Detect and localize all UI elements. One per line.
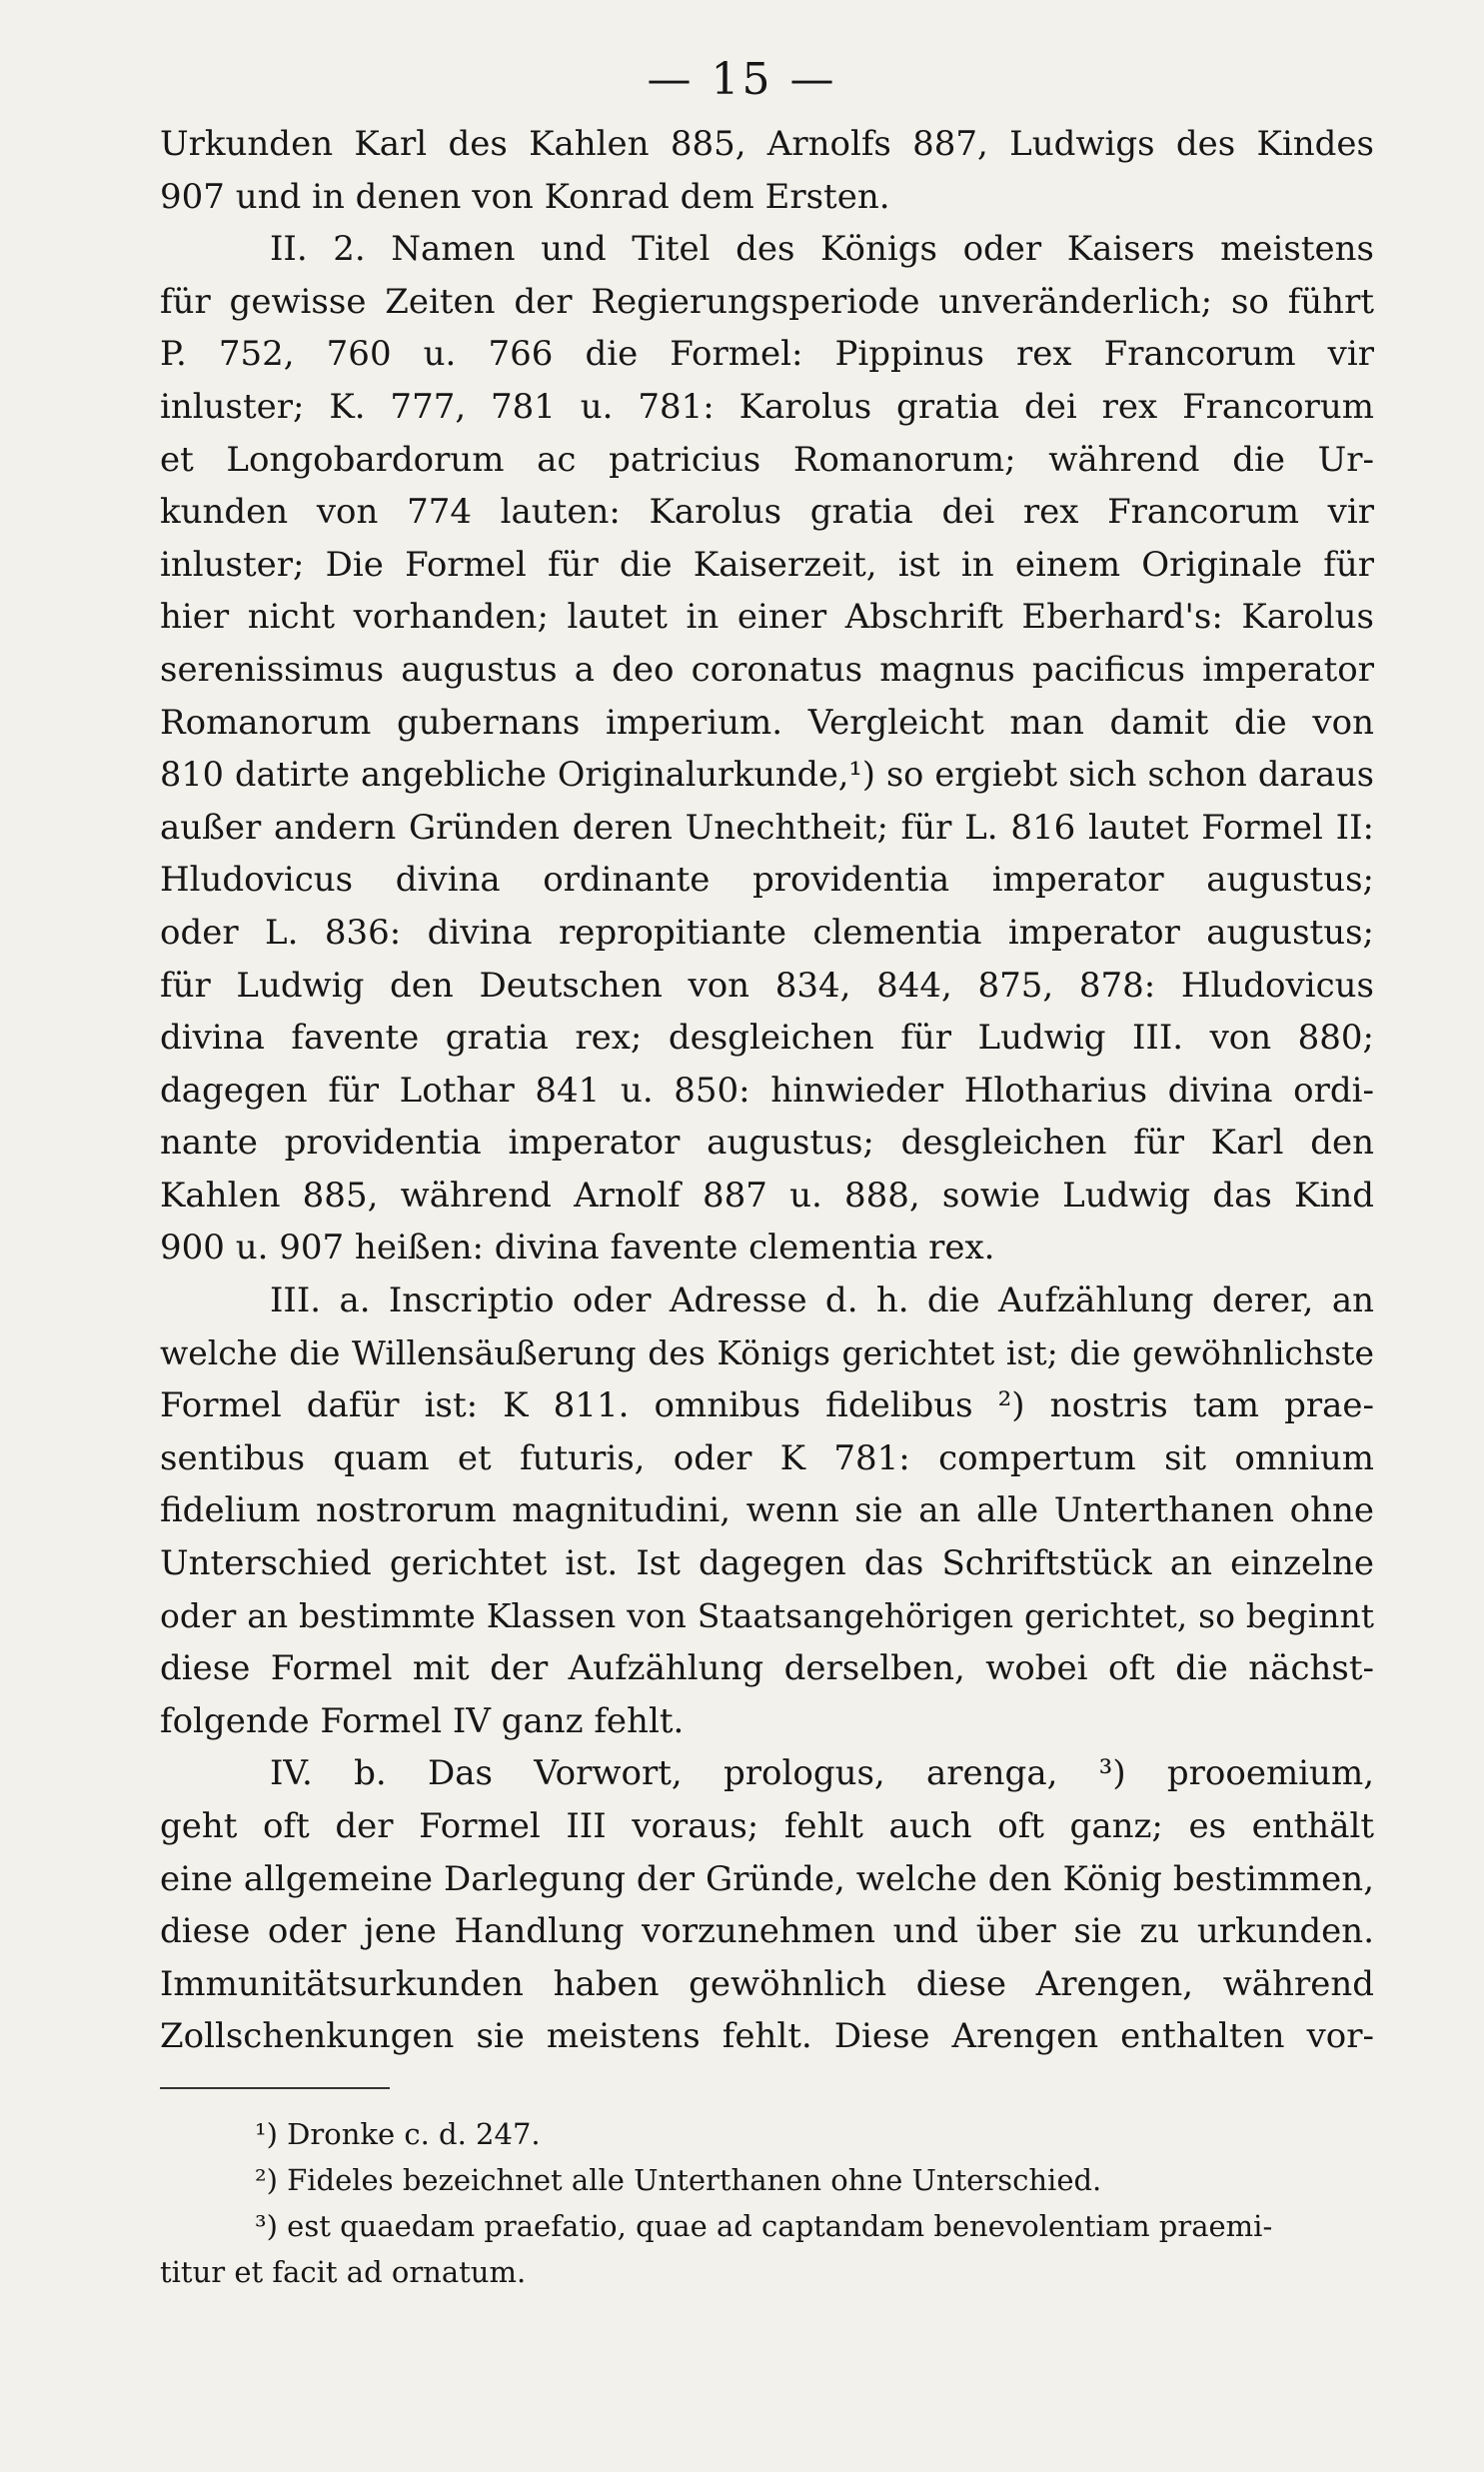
text-line: 810 datirte angebliche Originalurkunde,¹) so ergiebt sich schon daraus	[160, 755, 1374, 795]
page-number: — 15 —	[647, 54, 837, 105]
text-line: kunden von 774 lauten: Karolus gratia dei rex Francorum vir	[160, 492, 1374, 533]
text-line: inluster; Die Formel für die Kaiserzeit, ist in einem Originale für	[160, 544, 1374, 585]
footnote: ¹) Dronke c. d. 247.	[255, 2117, 541, 2151]
footnote: ³) est quaedam praefatio, quae ad captandam benevolentiam praemi-	[255, 2209, 1273, 2243]
text-line: Zollschenkungen sie meistens fehlt. Diese Arengen enthalten vor-	[160, 2016, 1374, 2057]
footnote-continuation: titur et facit ad ornatum.	[160, 2255, 527, 2289]
text-line: für Ludwig den Deutschen von 834, 844, 875, 878: Hludovicus	[160, 965, 1374, 1006]
text-line: außer andern Gründen deren Unechtheit; für L. 816 lautet Formel II:	[160, 807, 1374, 848]
text-line: et Longobardorum ac patricius Romanorum; während die Ur-	[160, 439, 1374, 480]
text-line: nante providentia imperator augustus; desgleichen für Karl den	[160, 1123, 1374, 1164]
text-line: Unterschied gerichtet ist. Ist dagegen das Schriftstück an einzelne	[160, 1543, 1374, 1584]
text-line: Hludovicus divina ordinante providentia imperator augustus;	[160, 860, 1374, 901]
section-heading-line: IV. b. Das Vorwort, prologus, arenga, ³) prooemium,	[270, 1753, 1374, 1794]
text-line: für gewisse Zeiten der Regierungsperiode unveränderlich; so führt	[160, 281, 1374, 322]
text-line: geht oft der Formel III voraus; fehlt auch oft ganz; es enthält	[160, 1806, 1374, 1846]
text-line: 900 u. 907 heißen: divina favente clementia rex.	[160, 1228, 995, 1268]
text-line: oder an bestimmte Klassen von Staatsangehörigen gerichtet, so beginnt	[160, 1595, 1374, 1635]
footnote-divider	[160, 2087, 390, 2089]
footnotes	[160, 2111, 1374, 2295]
text-line: dagegen für Lothar 841 u. 850: hinwieder Hlotharius divina ordi-	[160, 1070, 1374, 1111]
text-line: folgende Formel IV ganz fehlt.	[160, 1700, 685, 1741]
text-line: sentibus quam et futuris, oder K 781: compertum sit omnium	[160, 1437, 1374, 1478]
text-line: Romanorum gubernans imperium. Vergleicht man damit die von	[160, 702, 1374, 743]
text-line: 907 und in denen von Konrad dem Ersten.	[160, 176, 890, 217]
text-line: hier nicht vorhanden; lautet in einer Abschrift Eberhard's: Karolus	[160, 597, 1374, 638]
section-heading-line: II. 2. Namen und Titel des Königs oder Kaisers meistens	[270, 229, 1374, 270]
text-line: P. 752, 760 u. 766 die Formel: Pippinus rex Francorum vir	[160, 334, 1374, 375]
text-line: diese Formel mit der Aufzählung derselben, wobei oft die nächst-	[160, 1648, 1374, 1689]
text-line: fidelium nostrorum magnitudini, wenn sie an alle Unterthanen ohne	[160, 1490, 1374, 1531]
text-line: Urkunden Karl des Kahlen 885, Arnolfs 887, Ludwigs des Kindes	[160, 124, 1374, 164]
text-line: inluster; K. 777, 781 u. 781: Karolus gratia dei rex Francorum	[160, 386, 1374, 427]
text-line: oder L. 836: divina repropitiante clementia imperator augustus;	[160, 912, 1374, 953]
section-heading-line: III. a. Inscriptio oder Adresse d. h. die Aufzählung derer, an	[270, 1280, 1374, 1321]
text-line: diese oder jene Handlung vorzunehmen und über sie zu urkunden.	[160, 1911, 1374, 1952]
text-line: Immunitätsurkunden haben gewöhnlich diese Arengen, während	[160, 1963, 1374, 2004]
text-line: welche die Willensäußerung des Königs gerichtet ist; die gewöhnlichste	[160, 1332, 1374, 1372]
text-line: Formel dafür ist: K 811. omnibus fidelibus ²) nostris tam prae-	[160, 1385, 1374, 1426]
text-line: serenissimus augustus a deo coronatus magnus pacificus imperator	[160, 649, 1374, 690]
text-line: divina favente gratia rex; desgleichen für Ludwig III. von 880;	[160, 1018, 1374, 1059]
body-text	[160, 118, 1374, 2063]
text-line: eine allgemeine Darlegung der Gründe, welche den König bestimmen,	[160, 1858, 1374, 1899]
footnote: ²) Fideles bezeichnet alle Unterthanen ohne Unterschied.	[255, 2163, 1102, 2197]
text-line: Kahlen 885, während Arnolf 887 u. 888, sowie Ludwig das Kind	[160, 1175, 1374, 1216]
